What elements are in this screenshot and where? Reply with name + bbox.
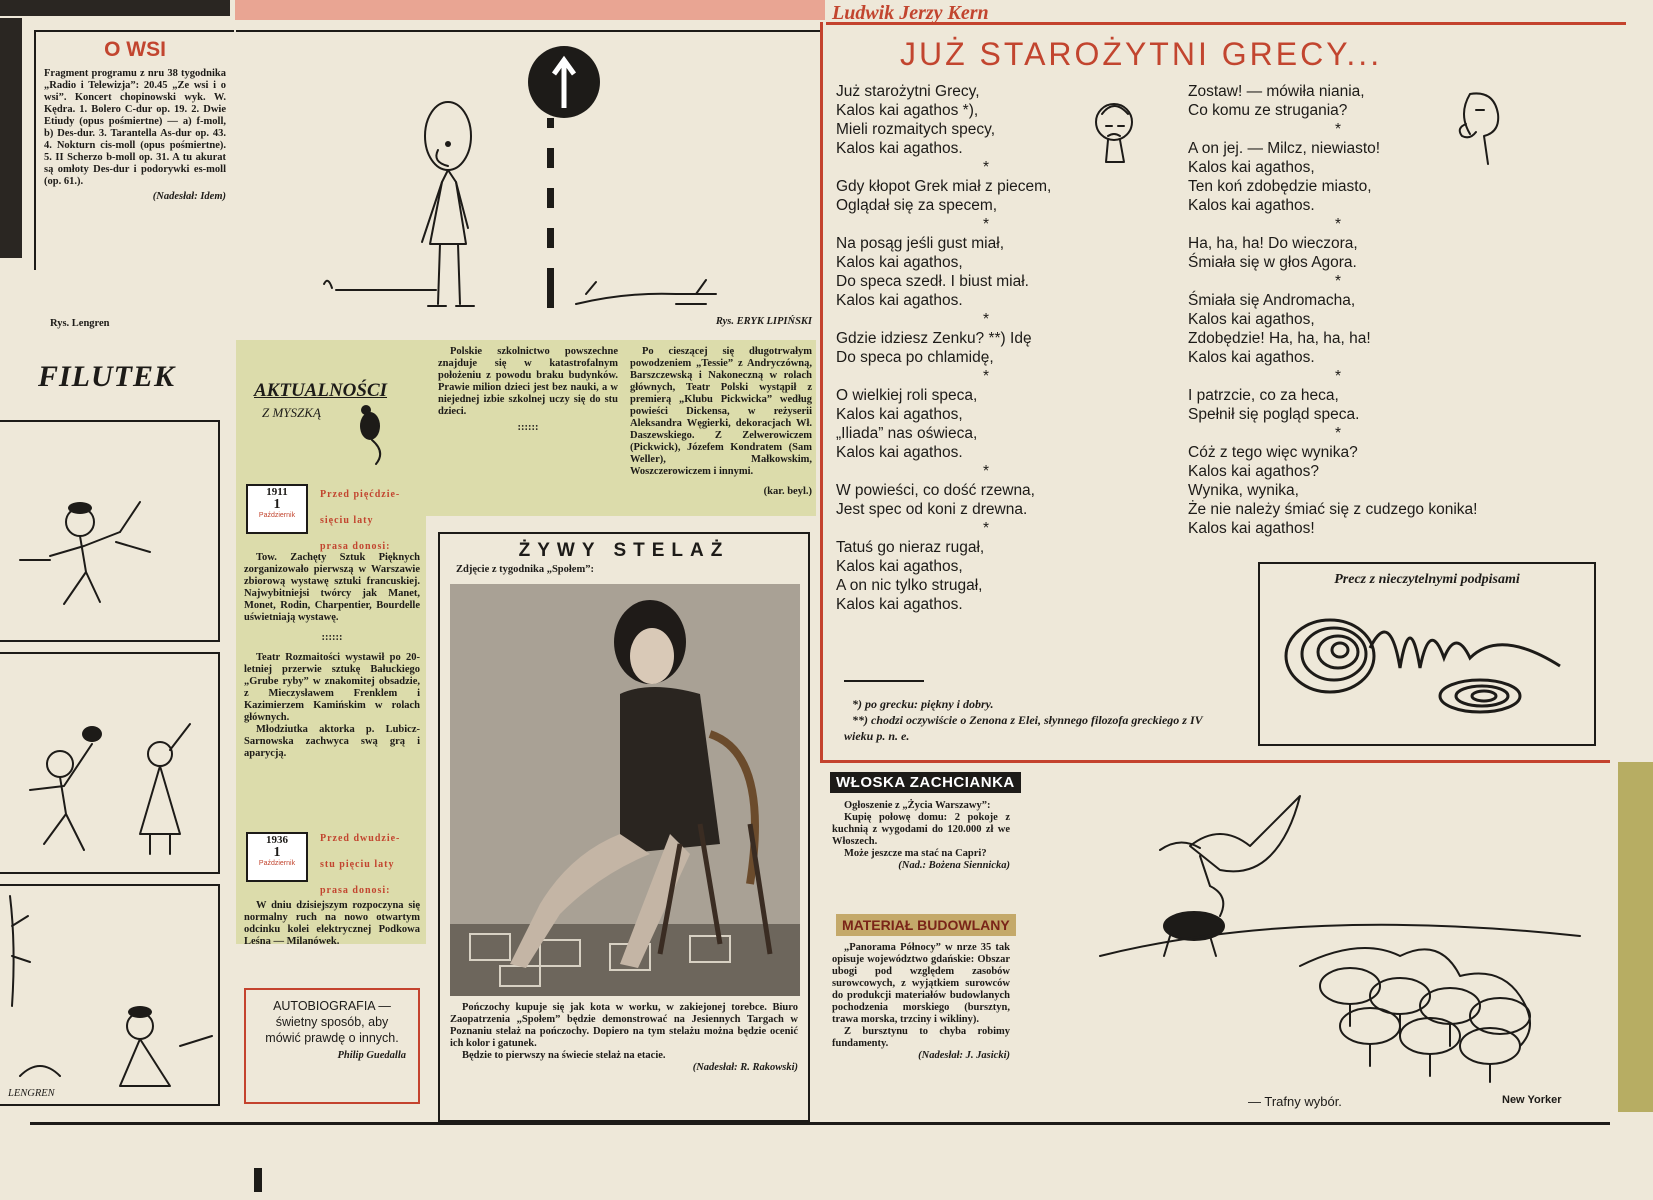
poem-line: Kalos kai agathos!: [1188, 520, 1315, 537]
aktualnosci-header-2: [320, 826, 420, 904]
poem-line: Kalos kai agathos,: [836, 406, 963, 423]
poem-line: Gdzie idziesz Zenku? **) Idę: [836, 330, 1032, 347]
poem-line: Kalos kai agathos.: [836, 140, 963, 157]
lipinski-cartoon-box: [236, 30, 822, 328]
o-wsi-box: [34, 30, 234, 270]
poem-line: Na posąg jeśli gust miał,: [836, 235, 1004, 252]
filutek-panel-3: [0, 884, 220, 1106]
wloska-question: Może jeszcze ma stać na Capri?: [844, 848, 987, 859]
material-content: [832, 942, 1010, 1062]
autobiografia-author: Philip Guedalla: [337, 1050, 406, 1061]
bottom-black-mark: [254, 1168, 262, 1192]
bottom-rule: [30, 1122, 1610, 1125]
poem-line: Kalos kai agathos,: [1188, 159, 1315, 176]
poem-line: Kalos kai agathos?: [1188, 463, 1319, 480]
stanza-separator: *: [982, 520, 990, 537]
poem-line: Mieli rozmaitych specy,: [836, 121, 996, 138]
poem-line: Kalos kai agathos,: [1188, 311, 1315, 328]
poem-line: Kalos kai agathos.: [1188, 197, 1315, 214]
stanza-separator: *: [982, 159, 990, 176]
top-left-black-bar: [0, 0, 230, 16]
aktualnosci-logo-sub: Z MYSZKĄ: [262, 405, 321, 420]
poem-line: Kalos kai agathos.: [1188, 349, 1315, 366]
filutek-signature: LENGREN: [8, 1088, 55, 1099]
aktualnosci-par-2: Teatr Rozmaitości wystawił po 20-letniej przerwie sztukę Bałuckiego „Grube ryby” w znakomitej obsadzie, z Mieczysławem Frenklem i Kazimierzem Kamińskim w rolach głównych.: [244, 652, 420, 723]
material-question: Z bursztynu to chyba robimy fundamenty.: [832, 1026, 1010, 1049]
calendar-1936: [246, 832, 308, 882]
poem-line: Że nie należy śmiać się z cudzego konika!: [1188, 501, 1478, 518]
calendar-1936-day: 1: [273, 845, 281, 860]
poem-line: Ha, ha, ha! Do wieczora,: [1188, 235, 1358, 252]
scribbled-signature: [1260, 588, 1594, 728]
aktualnosci-par-3: Młodziutka aktorka p. Lubicz-Sarnowska zachwyca swą grą i aparycją.: [244, 724, 420, 759]
zywy-stelaz-credit: (Nadesłał: R. Rakowski): [692, 1062, 798, 1073]
zywy-stelaz-title: ŻYWY STELAŻ: [518, 540, 730, 561]
aktualnosci-header-1: [320, 482, 420, 560]
poem-bottom-rule: [820, 760, 1610, 763]
poem-line: Kalos kai agathos.: [836, 292, 963, 309]
aktualnosci-column-3: [630, 346, 812, 498]
poem-line: I patrzcie, co za heca,: [1188, 387, 1339, 404]
poem-line: A on nic tylko strugał,: [836, 577, 983, 594]
zywy-stelaz-box: [438, 532, 810, 1122]
wloska-title: WŁOSKA ZACHCIANKA: [830, 772, 1021, 793]
poem-line: Oglądał się za specem,: [836, 197, 998, 214]
poem-footnote-2: **) chodzi oczywiście o Zenona z Elei, słynnego filozofa greckiego z IV wieku p. n. e.: [844, 713, 1203, 743]
eagle-sheep-cartoon: [1100, 786, 1600, 1090]
poem-line: Kalos kai agathos.: [836, 596, 963, 613]
poem-line: Kalos kai agathos,: [836, 254, 963, 271]
filutek-panel-2: [0, 652, 220, 874]
filutek-credit: Rys. Lengren: [50, 318, 110, 329]
poem-line: Wynika, wynika,: [1188, 482, 1299, 499]
poem-line: Zdobędzie! Ha, ha, ha, ha!: [1188, 330, 1371, 347]
calendar-1911: [246, 484, 308, 534]
zywy-stelaz-intro: Zdjęcie z tygodnika „Społem”:: [456, 564, 594, 575]
poem-title: JUŻ STAROŻYTNI GRECY...: [900, 36, 1383, 72]
wloska-body: Kupię połowę domu: 2 pokoje z kuchnią z wygodami do 120.000 zł we Włoszech.: [832, 812, 1010, 847]
cartoon-caption: — Trafny wybór.: [1248, 1094, 1342, 1109]
zywy-stelaz-body: Pończochy kupuje się jak kota w worku, w zakiejonej torebce. Biuro Zaopatrzenia „Społem” będzie demonstrować na Jesiennych Targach w Poznaniu stelaż na pończochy. Dopiero na tym stelażu można będzie ocenić ich kolor i gatunek.: [450, 1002, 798, 1049]
header-2-line-2: stu pięciu laty: [320, 859, 395, 870]
calendar-1911-day: 1: [273, 497, 281, 512]
calendar-1936-year: 1936: [266, 834, 288, 846]
wloska-content: [832, 800, 1010, 872]
aktualnosci-par-1: Tow. Zachęty Sztuk Pięknych zorganizowało pierwszą w Warszawie zbiorową wystawę sztuki francuskiej. Najwybitniejsi twórcy jak Manet, Monet, Rodin, Charpentier, Bourdelle uświetniają wystawę.: [244, 552, 420, 623]
lipinski-cartoon-illustration: [236, 32, 822, 314]
aktualnosci-column-2: [438, 346, 618, 438]
stanza-separator: *: [982, 463, 990, 480]
header-1-line-1: Przed pięćdzie-: [320, 489, 401, 500]
stanza-separator: *: [982, 368, 990, 385]
poem-line: Ten koń zdobędzie miasto,: [1188, 178, 1372, 195]
filutek-panel-1: [0, 420, 220, 642]
o-wsi-credit: (Nadesłał: Idem): [152, 191, 226, 202]
filutek-panel-1-drawing: [0, 422, 218, 640]
header-2-line-3: prasa donosi:: [320, 885, 391, 896]
poem-line: Kalos kai agathos *),: [836, 102, 979, 119]
calendar-1911-month: Październik: [258, 512, 296, 519]
filutek-panel-3-drawing: [0, 886, 218, 1104]
stanza-separator: *: [1334, 273, 1342, 290]
podpisy-title: Precz z nieczytelnymi podpisami: [1334, 572, 1520, 587]
poem-line: O wielkiej roli speca,: [836, 387, 978, 404]
poem-line: Cóż z tego więc wynika?: [1188, 444, 1358, 461]
poem-line: Jest spec od koni z drewna.: [836, 501, 1028, 518]
header-1-line-2: sięciu laty: [320, 515, 374, 526]
left-black-edge: [0, 18, 22, 258]
poem-line: Gdy kłopot Grek miał z piecem,: [836, 178, 1052, 195]
poem-line: Do speca po chlamidę,: [836, 349, 994, 366]
stanza-separator: *: [1334, 425, 1342, 442]
poem-line: Zostaw! — mówiła niania,: [1188, 83, 1365, 100]
autobiografia-box: [244, 988, 420, 1104]
aktualnosci-sep-2: ::::::: [517, 422, 539, 433]
aktualnosci-par-4-start: W dniu dzisiejszym rozpoczyna się normalny ruch na nowo otwartym odcinku kolei elektrycznej Podkowa Leśna — Milanówek.: [244, 900, 420, 947]
poem-line: Kalos kai agathos,: [836, 558, 963, 575]
material-body: „Panorama Północy” w nrze 35 tak opisuje województwo gdańskie: Obszar ubogi pod względem zasobów surowcowych, z wyjątkiem surowców do produkcji materiałów budowlanych pochodzenia morskiego (bursztyn, trawa morska, trzciny i wikliny).: [832, 942, 1010, 1025]
stanza-separator: *: [1334, 121, 1342, 138]
o-wsi-body: Fragment programu z nru 38 tygodnika „Radio i Telewizja”: 20.45 „Ze wsi i o wsi”. Koncert chopinowski wyk. W. Kędra. 1. Bolero C-dur op. 19. 2. Dwie Etiudy (opus pośmiertne) — a) f-moll, b) Des-dur. 3. Tarantella As-dur op. 43. 4. Nokturn cis-moll (opus pośmiertne). 5. II Scherzo b-moll op. 31. A tu akurat są omłoty Des-dur i podorywki es-moll (op. 61.).: [44, 68, 226, 187]
material-credit: (Nadesłał: J. Jasicki): [918, 1050, 1010, 1061]
poem-line: W powieści, co dość rzewna,: [836, 482, 1035, 499]
poem-line: Spełnił się pogląd speca.: [1188, 406, 1360, 423]
stanza-separator: *: [982, 216, 990, 233]
poem-line: Już starożytni Grecy,: [836, 83, 980, 100]
right-olive-edge: [1618, 762, 1653, 1112]
aktualnosci-sep-1: ::::::: [321, 632, 343, 643]
aktualnosci-par-6: Po cieszącej się długotrwałym powodzeniem „Tessie” z Andryczówną, Barszczewską i Nakoneczną w rolach głównych, Teatr Polski wystąpił z premierą „Klubu Pickwicka” według powieści Dickensa, w reżyserii Aleksandra Węgierki, dekoracjach Wł. Daszewskiego. Z Zelwerowiczem (Pickwick), Józefem Kondratem (Sam Weller), Małkowskim, Woszczerowiczem i innymi.: [630, 346, 812, 477]
poem-footnote-1: *) po grecku: piękny i dobry.: [852, 697, 994, 711]
filutek-panel-2-drawing: [0, 654, 218, 872]
footnote-rule: [844, 680, 924, 682]
cartoon-source: New Yorker: [1502, 1094, 1562, 1106]
calendar-1936-month: Październik: [258, 860, 296, 867]
aktualnosci-credit: (kar. beyl.): [763, 486, 812, 497]
mouse-icon: [352, 400, 392, 468]
poem-line: Do speca szedł. I biust miał.: [836, 273, 1029, 290]
greek-face-right-icon: [1448, 84, 1510, 170]
poem-line: Kalos kai agathos.: [836, 444, 963, 461]
podpisy-box: [1258, 562, 1596, 746]
top-pink-strip: [235, 0, 825, 20]
lipinski-credit: Rys. ERYK LIPIŃSKI: [715, 316, 812, 327]
wloska-intro: Ogłoszenie z „Życia Warszawy”:: [844, 800, 991, 811]
greek-face-left-icon: [1084, 94, 1146, 170]
poem-line: Tatuś go nieraz rugał,: [836, 539, 985, 556]
aktualnosci-logo: AKTUALNOŚCI: [254, 380, 388, 401]
poem-line: A on jej. — Milcz, niewiasto!: [1188, 140, 1381, 157]
material-title: MATERIAŁ BUDOWLANY: [836, 914, 1016, 936]
poem-line: „Iliada” nas oświeca,: [836, 425, 978, 442]
stanza-separator: *: [1334, 368, 1342, 385]
poem-right-column: [1188, 82, 1588, 538]
stocking-model-photo: [450, 584, 800, 996]
wloska-credit: (Nad.: Bożena Siennicka): [898, 860, 1010, 871]
autobiografia-text: AUTOBIOGRAFIA — świetny sposób, aby mówić prawdę o innych.: [265, 999, 399, 1045]
poem-line: Co komu ze strugania?: [1188, 102, 1348, 119]
o-wsi-title: O WSI: [104, 38, 166, 61]
poem-footnotes: [844, 696, 1224, 744]
poem-author: Ludwik Jerzy Kern: [832, 2, 989, 24]
stanza-separator: *: [1334, 216, 1342, 233]
aktualnosci-par-5: Polskie szkolnictwo powszechne znajduje się w katastrofalnym położeniu z powodu braku budynków. Prawie milion dzieci jest bez nauki, a w niejednej izbie szkolnej uczy się do stu dzieci.: [438, 346, 618, 417]
stanza-separator: *: [982, 311, 990, 328]
aktualnosci-column-1: [244, 552, 420, 760]
poem-line: Śmiała się w głos Agora.: [1188, 254, 1357, 271]
poem-left-border: [820, 22, 823, 762]
header-2-line-1: Przed dwudzie-: [320, 833, 401, 844]
calendar-1911-year: 1911: [266, 486, 288, 498]
header-1-line-3: prasa donosi:: [320, 541, 391, 552]
filutek-logo: FILUTEK: [38, 360, 176, 393]
zywy-stelaz-body-2: Będzie to pierwszy na świecie stelaż na etacie.: [462, 1050, 666, 1061]
poem-line: Śmiała się Andromacha,: [1188, 292, 1356, 309]
